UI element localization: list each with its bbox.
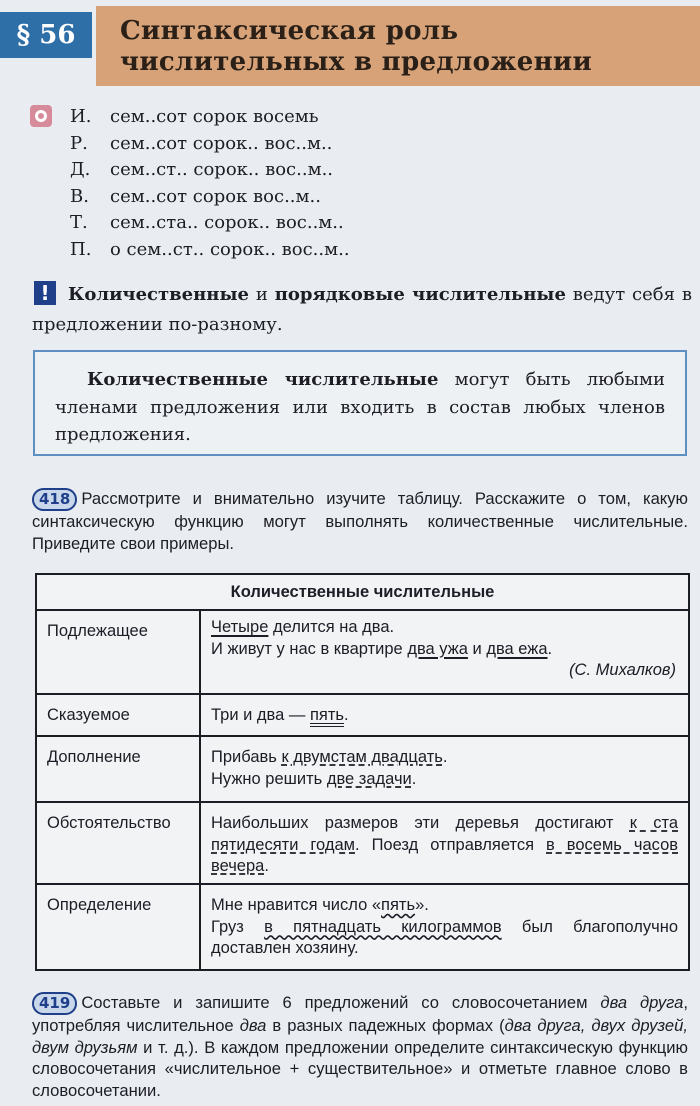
row-example: Мне нравится число «пять». Груз в пятнадцать килограммов был благополучно доставлен хозяину. (200, 884, 689, 970)
table-title: Количественные числительные (35, 573, 690, 609)
table-row (36, 610, 689, 694)
row-label: Сказуемое (36, 694, 200, 736)
row-example: Прибавь к двумстам двадцать. Нужно решить две задачи. (200, 736, 689, 802)
row-label: Дополнение (36, 736, 200, 802)
declension-row: П. о сем..ст.. сорок.. вос..м.. (70, 238, 350, 260)
task-number-badge: 418 (32, 488, 77, 511)
numerals-table (35, 609, 690, 971)
task-419: 419 Составьте и запишите 6 предложений со словосочетанием два друга, употребляя числительное два в разных падежных формах (два друга, двух друзей, двум друзьям и т. д.). В каждом предложении определите синтаксическую функцию словосочетания «числительное + существительное» и отметьте главное слово в словосочетании. (32, 993, 688, 1100)
declension-row: В. сем..сот сорок вос..м.. (70, 185, 321, 207)
row-label: Определение (36, 884, 200, 970)
row-example: Четыре делится на два. И живут у нас в квартире два ужа и два ежа. (С. Михалков) (200, 610, 689, 694)
section-title-band (96, 6, 700, 86)
declension-list (30, 104, 350, 263)
table-row (36, 736, 689, 802)
row-label: Подлежащее (36, 610, 200, 694)
author: (С. Михалков) (569, 661, 676, 679)
task-418: 418 Рассмотрите и внимательно изучите таблицу. Расскажите о том, какую синтаксическую функцию могут выполнять количественные числительные. Приведите свои примеры. (32, 489, 688, 553)
row-label: Обстоятельство (36, 802, 200, 884)
table-row (36, 802, 689, 884)
exclamation-icon: ! (34, 281, 56, 305)
section-title: Синтаксическая роль числительных в предложении (120, 16, 593, 77)
rule-box: Количественные числительные могут быть любыми членами предложения или входить в состав любых членов предложения. (33, 350, 687, 456)
table-row (36, 694, 689, 736)
section-number: § 56 (0, 12, 92, 58)
row-example: Три и два — пять. (200, 694, 689, 736)
declension-row: Р. сем..сот сорок.. вос..м.. (70, 132, 333, 154)
declension-row: И. сем..сот сорок восемь (70, 106, 319, 127)
declension-row: Д. сем..ст.. сорок.. вос..м.. (70, 159, 334, 180)
rule-paragraph: Количественные и порядковые числительные ведут себя в предложении по-разному. (32, 284, 692, 335)
task-number-badge: 419 (32, 992, 77, 1015)
row-example: Наибольших размеров эти деревья достигают к ста пятидесяти годам. Поезд отправляется в восемь часов вечера. (200, 802, 689, 884)
declension-row: Т. сем..ста.. сорок.. вос..м.. (70, 212, 344, 233)
table-row (36, 884, 689, 970)
